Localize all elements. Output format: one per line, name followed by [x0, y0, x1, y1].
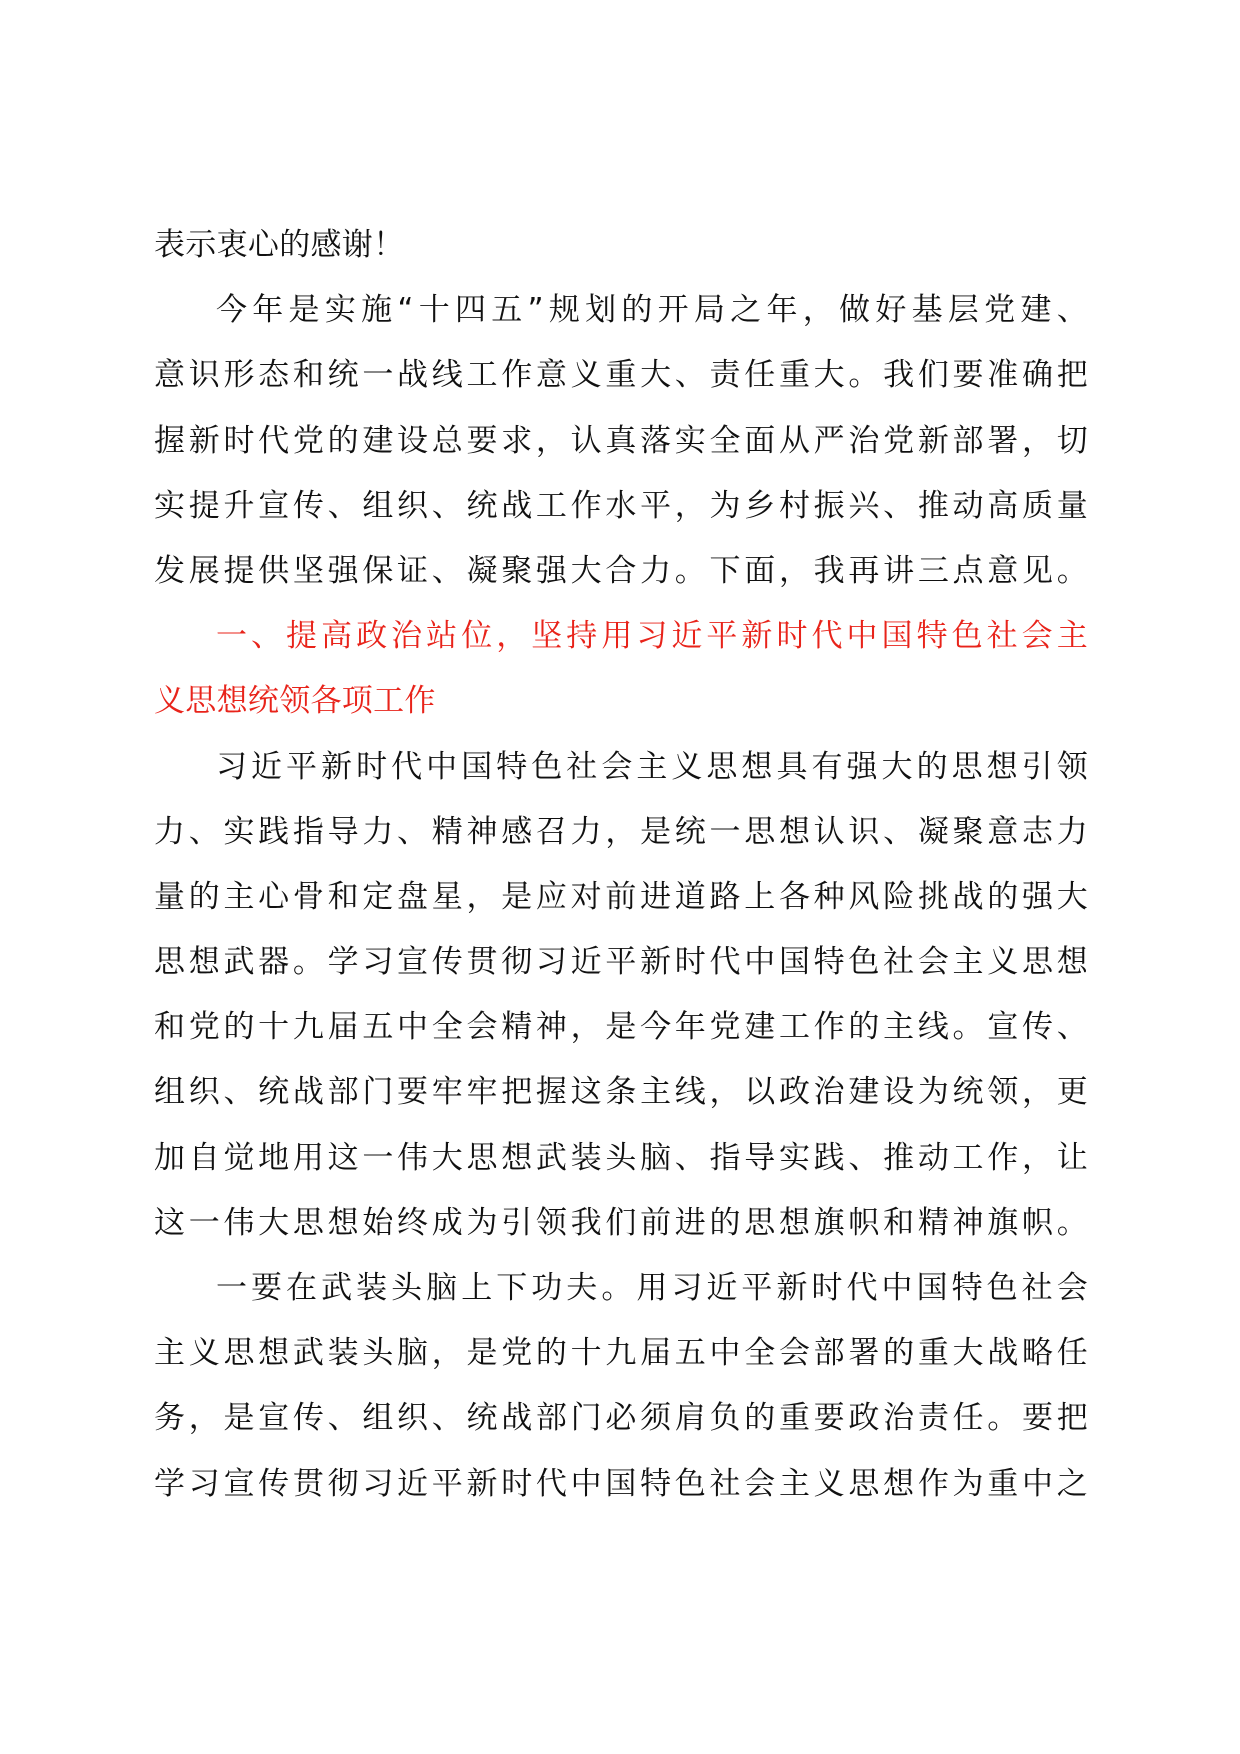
text-line: 这一伟大思想始终成为引领我们前进的思想旗帜和精神旗帜。 — [154, 1204, 1088, 1241]
paragraph-first-line: 习近平新时代中国特色社会主义思想具有强大的思想引领 — [216, 748, 1088, 785]
text-line: 加自觉地用这一伟大思想武装头脑、指导实践、推动工作，让 — [154, 1139, 1088, 1176]
text-line: 组织、统战部门要牢牢把握这条主线，以政治建设为统领，更 — [154, 1074, 1088, 1111]
text-line: 表示衷心的感谢！ — [154, 227, 405, 263]
text-line: 务，是宣传、组织、统战部门必须肩负的重要政治责任。要把 — [154, 1400, 1088, 1437]
text-line: 学习宣传贯彻习近平新时代中国特色社会主义思想作为重中之 — [154, 1465, 1088, 1502]
text-line: 力、实践指导力、精神感召力，是统一思想认识、凝聚意志力 — [154, 813, 1088, 850]
text-line: 和党的十九届五中全会精神，是今年党建工作的主线。宣传、 — [154, 1009, 1088, 1046]
text-line: 量的主心骨和定盘星，是应对前进道路上各种风险挑战的强大 — [154, 878, 1088, 915]
paragraph-first-line: 今年是实施“十四五”规划的开局之年，做好基层党建、 — [216, 292, 1088, 329]
text-line: 主义思想武装头脑，是党的十九届五中全会部署的重大战略任 — [154, 1335, 1088, 1372]
text-line: 握新时代党的建设总要求，认真落实全面从严治党新部署，切 — [154, 422, 1088, 459]
paragraph-first-line: 一要在武装头脑上下功夫。用习近平新时代中国特色社会 — [216, 1270, 1088, 1306]
text-line: 实提升宣传、组织、统战工作水平，为乡村振兴、推动高质量 — [154, 487, 1088, 524]
text-line: 思想武器。学习宣传贯彻习近平新时代中国特色社会主义思想 — [154, 944, 1088, 981]
text-line: 意识形态和统一战线工作意义重大、责任重大。我们要准确把 — [154, 357, 1088, 394]
text-line: 发展提供坚强保证、凝聚强大合力。下面，我再讲三点意见。 — [154, 552, 1088, 589]
document-body — [154, 213, 1088, 1517]
section-heading: 一、提高政治站位，坚持用习近平新时代中国特色社会主 — [216, 618, 1088, 655]
section-heading-continued: 义思想统领各项工作 — [154, 683, 436, 720]
